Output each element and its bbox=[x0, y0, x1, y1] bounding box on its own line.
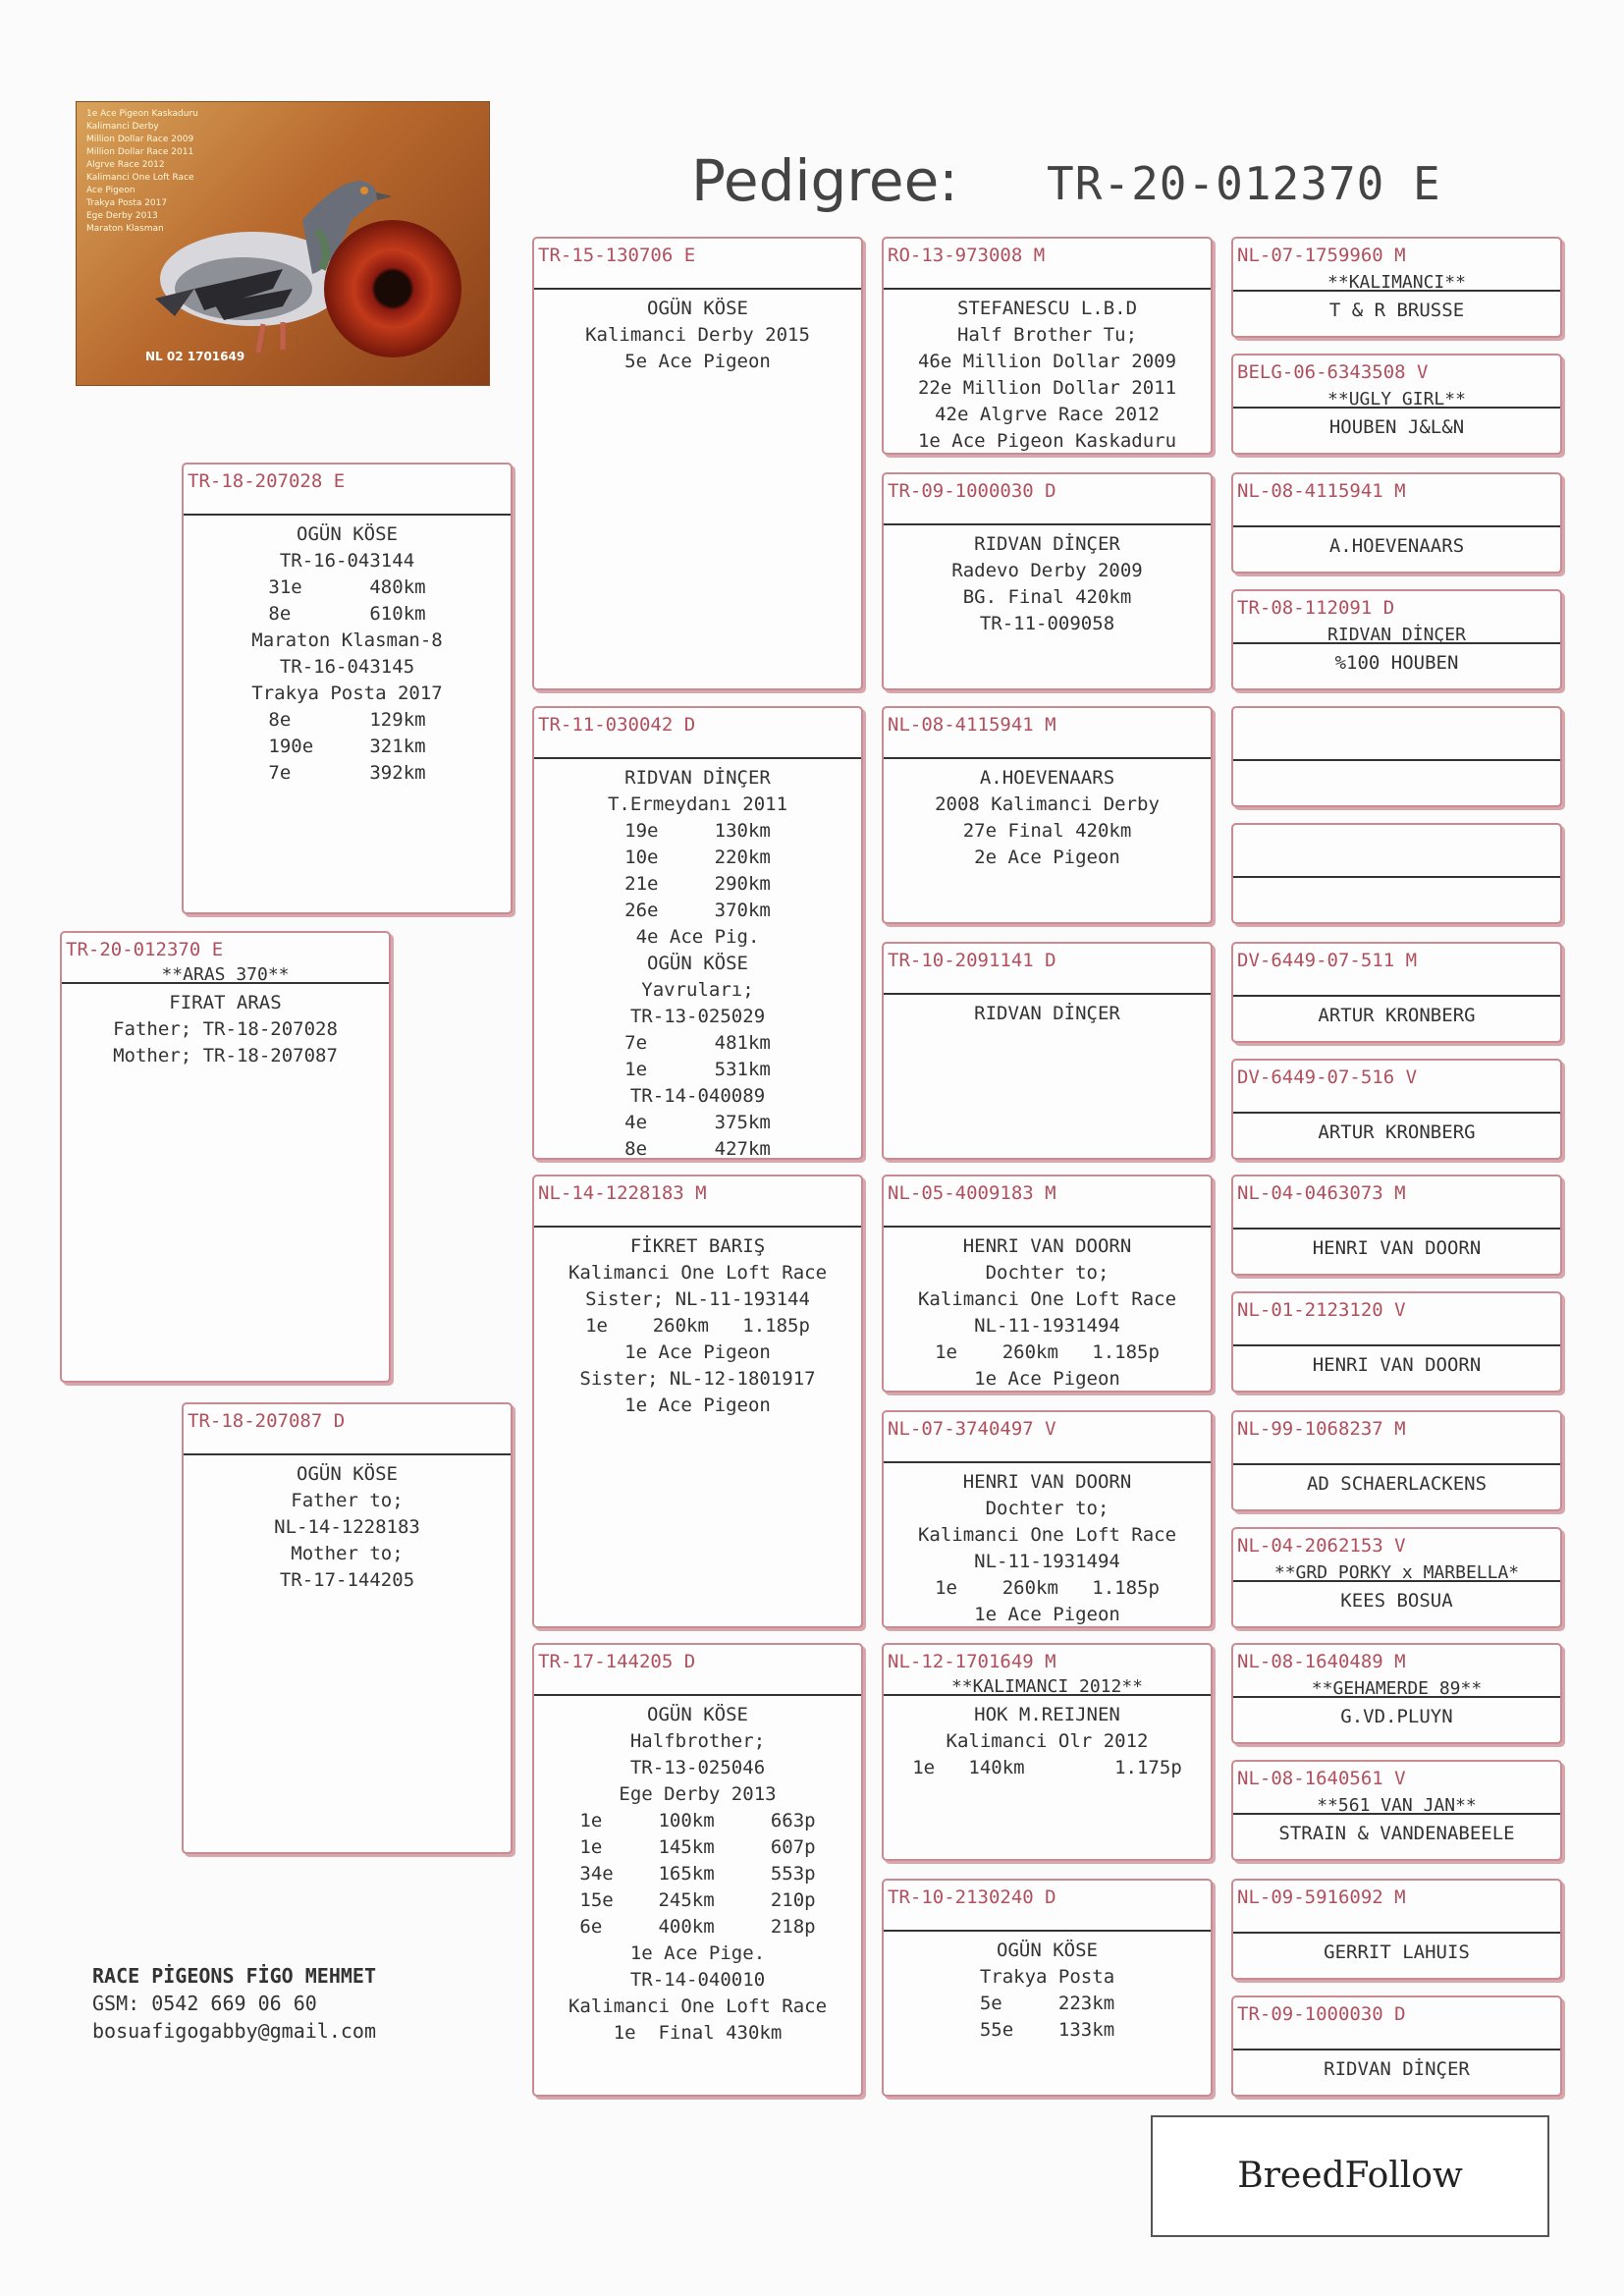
ring-number: NL-12-1701649 M bbox=[888, 1651, 1056, 1672]
pedigree-box-fm bbox=[532, 706, 863, 1160]
ring-number: TR-09-1000030 D bbox=[1237, 2003, 1406, 2025]
box-header bbox=[534, 239, 861, 290]
box-body bbox=[62, 984, 389, 1069]
pedigree-box-g15 bbox=[1231, 1879, 1562, 1980]
pedigree-box-g7 bbox=[1231, 942, 1562, 1043]
pedigree-box-mff bbox=[882, 1175, 1213, 1393]
box-body bbox=[1233, 1815, 1560, 1847]
ring-number: NL-04-0463073 M bbox=[1237, 1182, 1406, 1204]
breeder-name: STRAIN & VANDENABEELE bbox=[1278, 1823, 1515, 1844]
ring-number: NL-08-4115941 M bbox=[888, 714, 1056, 736]
box-body bbox=[1233, 1114, 1560, 1146]
result-line: TR-13-025046 bbox=[629, 1757, 766, 1778]
box-body bbox=[1233, 878, 1560, 884]
result-line: 4e Ace Pig. bbox=[635, 926, 760, 948]
box-header bbox=[1233, 1061, 1560, 1114]
box-header bbox=[184, 465, 511, 516]
result-line: Mother; TR-18-207087 bbox=[113, 1045, 338, 1066]
box-header bbox=[1233, 239, 1560, 292]
box-header bbox=[884, 1412, 1211, 1463]
box-body bbox=[884, 1932, 1211, 2044]
pedigree-box-g2 bbox=[1231, 354, 1562, 455]
breeder-name: FİKRET BARIŞ bbox=[629, 1235, 766, 1257]
box-body bbox=[1233, 1582, 1560, 1614]
box-body bbox=[1233, 1465, 1560, 1498]
box-body bbox=[884, 759, 1211, 871]
result-line: 5e 223km bbox=[979, 1993, 1115, 2014]
box-header bbox=[884, 944, 1211, 995]
result-line: Mother to; bbox=[291, 1543, 404, 1564]
photo-overlay-line: 1e Ace Pigeon Kaskaduru bbox=[86, 109, 198, 119]
box-header bbox=[1233, 1293, 1560, 1346]
breeder-name: OGÜN KÖSE bbox=[647, 1704, 748, 1725]
result-line: NL-11-1931494 bbox=[974, 1315, 1120, 1337]
result-line: 190e 321km bbox=[268, 736, 426, 757]
result-line: 22e Million Dollar 2011 bbox=[917, 377, 1177, 399]
result-line: 21e 290km bbox=[624, 873, 771, 895]
breeder-name: RIDVAN DİNÇER bbox=[1324, 2058, 1470, 2080]
box-body bbox=[884, 1696, 1211, 1781]
ring-number: TR-15-130706 E bbox=[538, 245, 696, 266]
photo-overlay-line: Kalimanci One Loft Race bbox=[86, 173, 194, 183]
pedigree-box-mm bbox=[532, 1643, 863, 2097]
pigeon-nickname: **GRD PORKY x MARBELLA* bbox=[1273, 1562, 1520, 1583]
ring-number: NL-14-1228183 M bbox=[538, 1182, 707, 1204]
result-line: 1e Ace Pigeon bbox=[624, 1341, 771, 1363]
result-line: Kalimanci One Loft Race bbox=[917, 1288, 1177, 1310]
breeder-name: ARTUR KRONBERG bbox=[1318, 1121, 1476, 1143]
result-line: TR-14-040089 bbox=[629, 1085, 766, 1107]
box-header bbox=[534, 708, 861, 759]
pedigree-box-mmm bbox=[882, 1879, 1213, 2097]
result-line: 1e 140km 1.175p bbox=[912, 1757, 1182, 1778]
pedigree-box-g9 bbox=[1231, 1175, 1562, 1276]
ring-number: TR-09-1000030 D bbox=[888, 480, 1056, 502]
breeder-name: RIDVAN DİNÇER bbox=[974, 1003, 1120, 1024]
result-line: 1e 145km 607p bbox=[579, 1836, 816, 1858]
box-header bbox=[884, 708, 1211, 759]
pigeon-nickname: RIDVAN DİNÇER bbox=[1327, 625, 1466, 645]
breeder-name: AD SCHAERLACKENS bbox=[1306, 1473, 1488, 1495]
result-line: Half Brother Tu; bbox=[956, 324, 1138, 346]
breeder-name: FIRAT ARAS bbox=[169, 992, 282, 1013]
box-header bbox=[184, 1404, 511, 1455]
ring-number: TR-10-2091141 D bbox=[888, 950, 1056, 971]
result-line: Ege Derby 2013 bbox=[619, 1783, 777, 1805]
result-line: TR-13-025029 bbox=[629, 1006, 766, 1027]
breeder-name: HENRI VAN DOORN bbox=[1312, 1237, 1482, 1259]
box-header bbox=[1233, 1412, 1560, 1465]
photo-overlay-line: Million Dollar Race 2009 bbox=[86, 135, 194, 144]
pedigree-box-father bbox=[182, 463, 513, 914]
result-line: 15e 245km 210p bbox=[579, 1889, 816, 1911]
result-line: TR-11-009058 bbox=[979, 613, 1115, 634]
ring-number: NL-01-2123120 V bbox=[1237, 1299, 1406, 1321]
result-line: 1e 260km 1.185p bbox=[935, 1341, 1160, 1363]
box-body bbox=[1233, 527, 1560, 560]
ring-number: TR-18-207028 E bbox=[188, 470, 346, 492]
breeder-name: KEES BOSUA bbox=[1340, 1590, 1453, 1612]
ring-number: NL-07-3740497 V bbox=[888, 1418, 1056, 1440]
box-header bbox=[884, 1881, 1211, 1932]
ring-number: NL-08-1640489 M bbox=[1237, 1651, 1406, 1672]
ring-number: NL-08-4115941 M bbox=[1237, 480, 1406, 502]
result-line: 10e 220km bbox=[624, 847, 771, 868]
box-header bbox=[884, 1176, 1211, 1228]
result-line: 6e 400km 218p bbox=[579, 1916, 816, 1938]
result-line: NL-11-1931494 bbox=[974, 1551, 1120, 1572]
result-line: 8e 129km bbox=[268, 709, 426, 731]
ring-number: TR-08-112091 D bbox=[1237, 597, 1395, 619]
pedigree-box-ffm bbox=[882, 472, 1213, 690]
breeder-name: GERRIT LAHUIS bbox=[1324, 1941, 1470, 1963]
result-line: 1e Final 430km bbox=[613, 2022, 783, 2044]
pigeon-nickname: **KALIMANCI** bbox=[1327, 272, 1466, 293]
pedigree-box-g10 bbox=[1231, 1291, 1562, 1393]
result-line: Kalimanci Olr 2012 bbox=[946, 1730, 1149, 1752]
contact-name: RACE PİGEONS FİGO MEHMET bbox=[92, 1964, 376, 1988]
box-body bbox=[1233, 2050, 1560, 2083]
pedigree-box-mfm bbox=[882, 1410, 1213, 1628]
result-line: 1e Ace Pigeon Kaskaduru bbox=[917, 430, 1177, 452]
box-header bbox=[884, 1645, 1211, 1696]
ring-number: TR-20-012370 E bbox=[66, 939, 224, 960]
photo-overlay-line: Ace Pigeon bbox=[86, 186, 135, 195]
result-line: Dochter to; bbox=[985, 1498, 1110, 1519]
photo-overlay-line: Million Dollar Race 2011 bbox=[86, 147, 194, 157]
pigeon-eye-image bbox=[324, 220, 461, 357]
result-line: 8e 610km bbox=[268, 603, 426, 625]
result-line: Father; TR-18-207028 bbox=[113, 1018, 338, 1040]
box-header bbox=[884, 239, 1211, 290]
pedigree-box-g1 bbox=[1231, 237, 1562, 338]
result-line: 1e Ace Pigeon bbox=[974, 1368, 1120, 1390]
result-line: Maraton Klasman-8 bbox=[251, 629, 443, 651]
result-line: TR-17-144205 bbox=[279, 1569, 415, 1591]
result-line: 8e 427km bbox=[624, 1138, 771, 1160]
breeder-name: ARTUR KRONBERG bbox=[1318, 1005, 1476, 1026]
breeder-name: RIDVAN DİNÇER bbox=[974, 533, 1120, 555]
box-header bbox=[1233, 1529, 1560, 1582]
box-header bbox=[1233, 1762, 1560, 1815]
pedigree-box-g3 bbox=[1231, 472, 1562, 574]
box-body bbox=[1233, 292, 1560, 324]
result-line: 1e Ace Pigeon bbox=[974, 1604, 1120, 1625]
box-body bbox=[884, 1228, 1211, 1393]
result-line: 1e 100km 663p bbox=[579, 1810, 816, 1831]
breeder-name: %100 HOUBEN bbox=[1334, 652, 1459, 674]
box-body bbox=[1233, 644, 1560, 677]
pedigree-box-mf bbox=[532, 1175, 863, 1628]
box-body bbox=[1233, 409, 1560, 441]
result-line: Trakya Posta bbox=[979, 1966, 1115, 1988]
pigeon-nickname: **KALIMANCI 2012** bbox=[950, 1676, 1144, 1697]
box-body bbox=[884, 1463, 1211, 1628]
pigeon-photo bbox=[76, 101, 490, 386]
result-line: Yavruları; bbox=[641, 979, 754, 1001]
photo-overlay-line: Maraton Klasman bbox=[86, 224, 164, 234]
contact-info bbox=[92, 1962, 376, 2045]
contact-gsm: GSM: 0542 669 06 60 bbox=[92, 1992, 317, 2015]
box-body bbox=[534, 1228, 861, 1419]
box-body bbox=[1233, 1698, 1560, 1730]
pedigree-box-g16 bbox=[1231, 1995, 1562, 2097]
ring-number: DV-6449-07-516 V bbox=[1237, 1066, 1418, 1088]
box-header bbox=[534, 1176, 861, 1228]
result-line: 55e 133km bbox=[979, 2019, 1115, 2041]
breeder-name: T & R BRUSSE bbox=[1328, 300, 1465, 321]
photo-overlay-line: Ege Derby 2013 bbox=[86, 211, 158, 221]
ring-number: NL-99-1068237 M bbox=[1237, 1418, 1406, 1440]
box-header bbox=[1233, 825, 1560, 878]
breeder-name: OGÜN KÖSE bbox=[647, 298, 748, 319]
ring-number: NL-04-2062153 V bbox=[1237, 1535, 1406, 1557]
breeder-name: HENRI VAN DOORN bbox=[1312, 1354, 1482, 1376]
pedigree-box-g11 bbox=[1231, 1410, 1562, 1511]
box-header bbox=[1233, 355, 1560, 409]
breeder-name: RIDVAN DİNÇER bbox=[624, 767, 771, 789]
result-line: NL-14-1228183 bbox=[274, 1516, 420, 1538]
result-line: 1e Ace Pige. bbox=[629, 1942, 766, 1964]
result-line: 4e 375km bbox=[624, 1112, 771, 1133]
contact-email: bosuafigogabby@gmail.com bbox=[92, 2019, 376, 2043]
box-body bbox=[1233, 1230, 1560, 1262]
breeder-name: A.HOEVENAARS bbox=[1328, 535, 1465, 557]
result-line: TR-14-040010 bbox=[629, 1969, 766, 1991]
result-line: 1e 531km bbox=[624, 1059, 771, 1080]
photo-ring-label: NL 02 1701649 bbox=[145, 350, 245, 363]
box-header bbox=[62, 933, 389, 984]
result-line: 26e 370km bbox=[624, 900, 771, 921]
pedigree-box-mother bbox=[182, 1402, 513, 1854]
box-body bbox=[534, 290, 861, 375]
pigeon-nickname: **ARAS 370** bbox=[161, 964, 290, 985]
ring-number: NL-08-1640561 V bbox=[1237, 1768, 1406, 1789]
pedigree-box-ff bbox=[532, 237, 863, 690]
result-line: Halfbrother; bbox=[629, 1730, 766, 1752]
ring-number: TR-10-2130240 D bbox=[888, 1886, 1056, 1908]
result-line: 7e 392km bbox=[268, 762, 426, 784]
result-line: OGÜN KÖSE bbox=[647, 953, 748, 974]
box-body bbox=[1233, 997, 1560, 1029]
box-header bbox=[1233, 1881, 1560, 1934]
box-body bbox=[534, 1696, 861, 2047]
result-line: Trakya Posta 2017 bbox=[251, 683, 443, 704]
result-line: 1e 260km 1.185p bbox=[585, 1315, 810, 1337]
pedigree-box-fff bbox=[882, 237, 1213, 455]
pedigree-box-mmf bbox=[882, 1643, 1213, 1861]
breeder-name: OGÜN KÖSE bbox=[297, 523, 398, 545]
ring-number: NL-09-5916092 M bbox=[1237, 1886, 1406, 1908]
box-body bbox=[884, 525, 1211, 637]
breeder-name: STEFANESCU L.B.D bbox=[956, 298, 1138, 319]
result-line: Radevo Derby 2009 bbox=[951, 560, 1143, 581]
pedigree-box-fmm bbox=[882, 942, 1213, 1160]
box-header bbox=[1233, 944, 1560, 997]
pedigree-box-g12 bbox=[1231, 1527, 1562, 1628]
box-body bbox=[1233, 1934, 1560, 1966]
box-body bbox=[184, 516, 511, 787]
box-header bbox=[1233, 1997, 1560, 2050]
result-line: Father to; bbox=[291, 1490, 404, 1511]
result-line: Kalimanci Derby 2015 bbox=[585, 324, 810, 346]
result-line: 5e Ace Pigeon bbox=[624, 351, 771, 372]
photo-overlay-line: Kalimanci Derby bbox=[86, 122, 159, 132]
result-line: 46e Million Dollar 2009 bbox=[917, 351, 1177, 372]
result-line: Dochter to; bbox=[985, 1262, 1110, 1284]
ring-number: TR-17-144205 D bbox=[538, 1651, 696, 1672]
box-header bbox=[534, 1645, 861, 1696]
breeder-name: G.VD.PLUYN bbox=[1340, 1706, 1453, 1727]
box-body bbox=[1233, 761, 1560, 767]
result-line: T.Ermeydanı 2011 bbox=[607, 793, 788, 815]
box-header bbox=[1233, 591, 1560, 644]
ring-number: DV-6449-07-511 M bbox=[1237, 950, 1418, 971]
box-header bbox=[1233, 1645, 1560, 1698]
result-line: 42e Algrve Race 2012 bbox=[935, 404, 1160, 425]
breeder-name: HOK M.REIJNEN bbox=[974, 1704, 1120, 1725]
subject-ring-number: TR-20-012370 E bbox=[1047, 157, 1441, 210]
pedigree-box-subject bbox=[60, 931, 391, 1383]
breeder-name: OGÜN KÖSE bbox=[297, 1463, 398, 1485]
pedigree-box-g8 bbox=[1231, 1059, 1562, 1160]
pedigree-box-g5 bbox=[1231, 706, 1562, 807]
result-line: TR-16-043145 bbox=[279, 656, 415, 678]
box-body bbox=[184, 1455, 511, 1594]
ring-number: NL-07-1759960 M bbox=[1237, 245, 1406, 266]
result-line: 19e 130km bbox=[624, 820, 771, 842]
breeder-name: OGÜN KÖSE bbox=[997, 1940, 1098, 1961]
result-line: TR-16-043144 bbox=[279, 550, 415, 572]
page-title: Pedigree: bbox=[691, 147, 958, 214]
pedigree-box-g4 bbox=[1231, 589, 1562, 690]
breeder-name: HOUBEN J&L&N bbox=[1328, 416, 1465, 438]
result-line: 34e 165km 553p bbox=[579, 1863, 816, 1885]
pedigree-box-g6 bbox=[1231, 823, 1562, 924]
box-header bbox=[1233, 474, 1560, 527]
pigeon-nickname: **UGLY GIRL** bbox=[1327, 389, 1466, 410]
box-body bbox=[884, 995, 1211, 1027]
box-body bbox=[884, 290, 1211, 455]
result-line: BG. Final 420km bbox=[962, 586, 1132, 608]
result-line: Kalimanci One Loft Race bbox=[568, 1262, 828, 1284]
ring-number: TR-18-207087 D bbox=[188, 1410, 346, 1432]
box-header bbox=[1233, 1176, 1560, 1230]
result-line: 2008 Kalimanci Derby bbox=[935, 793, 1160, 815]
box-body bbox=[1233, 1346, 1560, 1379]
pigeon-nickname: **561 VAN JAN** bbox=[1317, 1795, 1477, 1816]
result-line: 31e 480km bbox=[268, 576, 426, 598]
result-line: Kalimanci One Loft Race bbox=[917, 1524, 1177, 1546]
pedigree-box-g14 bbox=[1231, 1760, 1562, 1861]
breeder-name: HENRI VAN DOORN bbox=[962, 1471, 1132, 1493]
ring-number: TR-11-030042 D bbox=[538, 714, 696, 736]
box-body bbox=[534, 759, 861, 1160]
box-header bbox=[1233, 708, 1560, 761]
breeder-name: A.HOEVENAARS bbox=[979, 767, 1115, 789]
result-line: 1e 260km 1.185p bbox=[935, 1577, 1160, 1599]
result-line: 2e Ace Pigeon bbox=[974, 847, 1120, 868]
result-line: Sister; NL-12-1801917 bbox=[579, 1368, 816, 1390]
breedfollow-logo: BreedFollow bbox=[1151, 2115, 1549, 2237]
pedigree-box-fmf bbox=[882, 706, 1213, 924]
photo-overlay-line: Trakya Posta 2017 bbox=[86, 198, 168, 208]
ring-number: BELG-06-6343508 V bbox=[1237, 361, 1429, 383]
breeder-name: HENRI VAN DOORN bbox=[962, 1235, 1132, 1257]
pigeon-nickname: **GEHAMERDE 89** bbox=[1311, 1678, 1483, 1699]
box-header bbox=[884, 474, 1211, 525]
result-line: 1e Ace Pigeon bbox=[624, 1394, 771, 1416]
pedigree-box-g13 bbox=[1231, 1643, 1562, 1744]
ring-number: RO-13-973008 M bbox=[888, 245, 1046, 266]
result-line: 7e 481km bbox=[624, 1032, 771, 1054]
result-line: Kalimanci One Loft Race bbox=[568, 1995, 828, 2017]
result-line: Sister; NL-11-193144 bbox=[585, 1288, 810, 1310]
ring-number: NL-05-4009183 M bbox=[888, 1182, 1056, 1204]
result-line: 27e Final 420km bbox=[962, 820, 1132, 842]
photo-overlay-line: Algrve Race 2012 bbox=[86, 160, 165, 170]
